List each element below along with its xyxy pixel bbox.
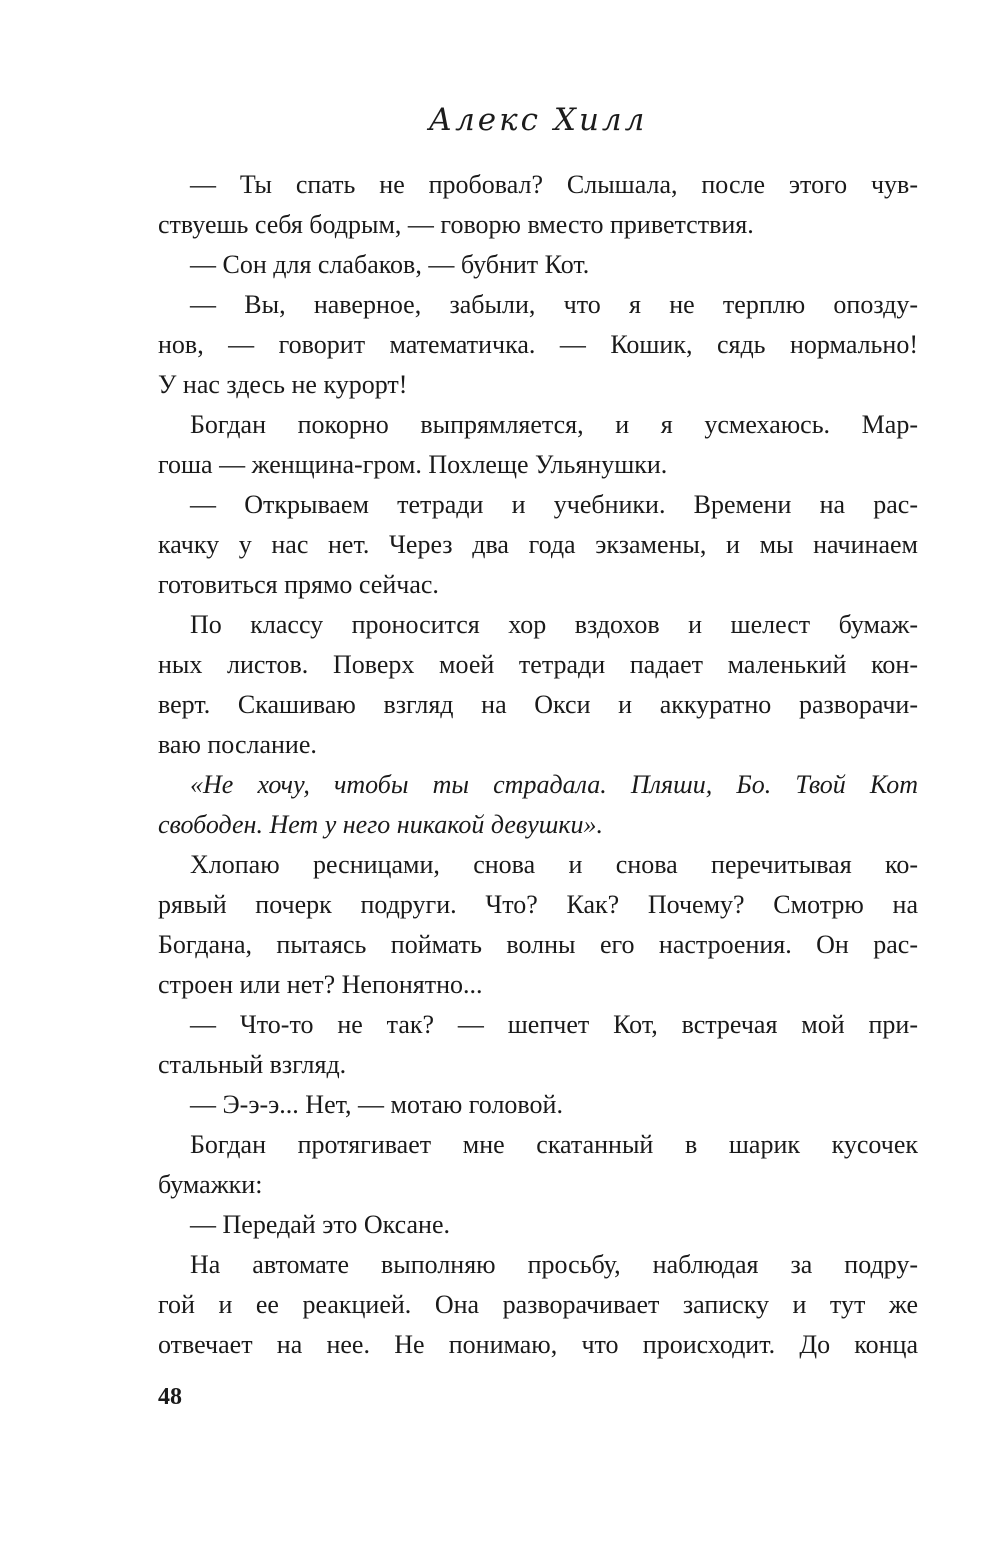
- text-line: нов, — говорит математичка. — Кошик, сядь нормально!: [158, 330, 918, 359]
- text-line: рявый почерк подруги. Что? Как? Почему? Смотрю на: [158, 890, 918, 919]
- text-line: ных листов. Поверх моей тетради падает маленький кон-: [158, 650, 918, 679]
- text-line: бумажки:: [158, 1170, 263, 1199]
- text-line: ствуешь себя бодрым, — говорю вместо приветствия.: [158, 210, 754, 239]
- text-block: [158, 165, 918, 1365]
- text-line: готовиться прямо сейчас.: [158, 570, 439, 599]
- text-line: — Ты спать не пробовал? Слышала, после этого чув-: [190, 170, 918, 199]
- text-line: Богдана, пытаясь поймать волны его настроения. Он рас-: [158, 930, 918, 959]
- text-line: Богдан покорно выпрямляется, и я усмехаюсь. Мар-: [190, 410, 918, 439]
- text-line: гой и ее реакцией. Она разворачивает записку и тут же: [158, 1290, 918, 1319]
- text-line: качку у нас нет. Через два года экзамены, и мы начинаем: [158, 530, 918, 559]
- text-line: — Э-э-э... Нет, — мотаю головой.: [190, 1090, 563, 1119]
- text-line: строен или нет? Непонятно...: [158, 970, 483, 999]
- text-line: — Открываем тетради и учебники. Времени на рас-: [190, 490, 918, 519]
- running-head: Алекс Хилл: [428, 102, 648, 138]
- text-line: отвечает на нее. Не понимаю, что происходит. До конца: [158, 1330, 918, 1359]
- text-line: На автомате выполняю просьбу, наблюдая за подру-: [190, 1250, 918, 1279]
- text-line: — Передай это Оксане.: [190, 1210, 450, 1239]
- text-line: «Не хочу, чтобы ты страдала. Пляши, Бо. Твой Кот: [190, 770, 918, 799]
- text-line: По классу проносится хор вздохов и шелест бумаж-: [190, 610, 918, 639]
- text-line: верт. Скашиваю взгляд на Окси и аккуратно разворачи-: [158, 690, 918, 719]
- text-line: стальный взгляд.: [158, 1050, 347, 1079]
- text-line: У нас здесь не курорт!: [158, 370, 408, 399]
- text-line: свободен. Нет у него никакой девушки».: [158, 810, 604, 839]
- text-line: Хлопаю ресницами, снова и снова перечитывая ко-: [190, 850, 918, 879]
- text-line: — Что-то не так? — шепчет Кот, встречая мой при-: [190, 1010, 918, 1039]
- page-number: 48: [158, 1384, 182, 1410]
- text-line: гоша — женщина-гром. Похлеще Ульянушки.: [158, 450, 668, 479]
- text-line: — Сон для слабаков, — бубнит Кот.: [190, 250, 590, 279]
- text-line: ваю послание.: [158, 730, 317, 759]
- text-line: — Вы, наверное, забыли, что я не терплю опозду-: [190, 290, 918, 319]
- text-line: Богдан протягивает мне скатанный в шарик кусочек: [190, 1130, 918, 1159]
